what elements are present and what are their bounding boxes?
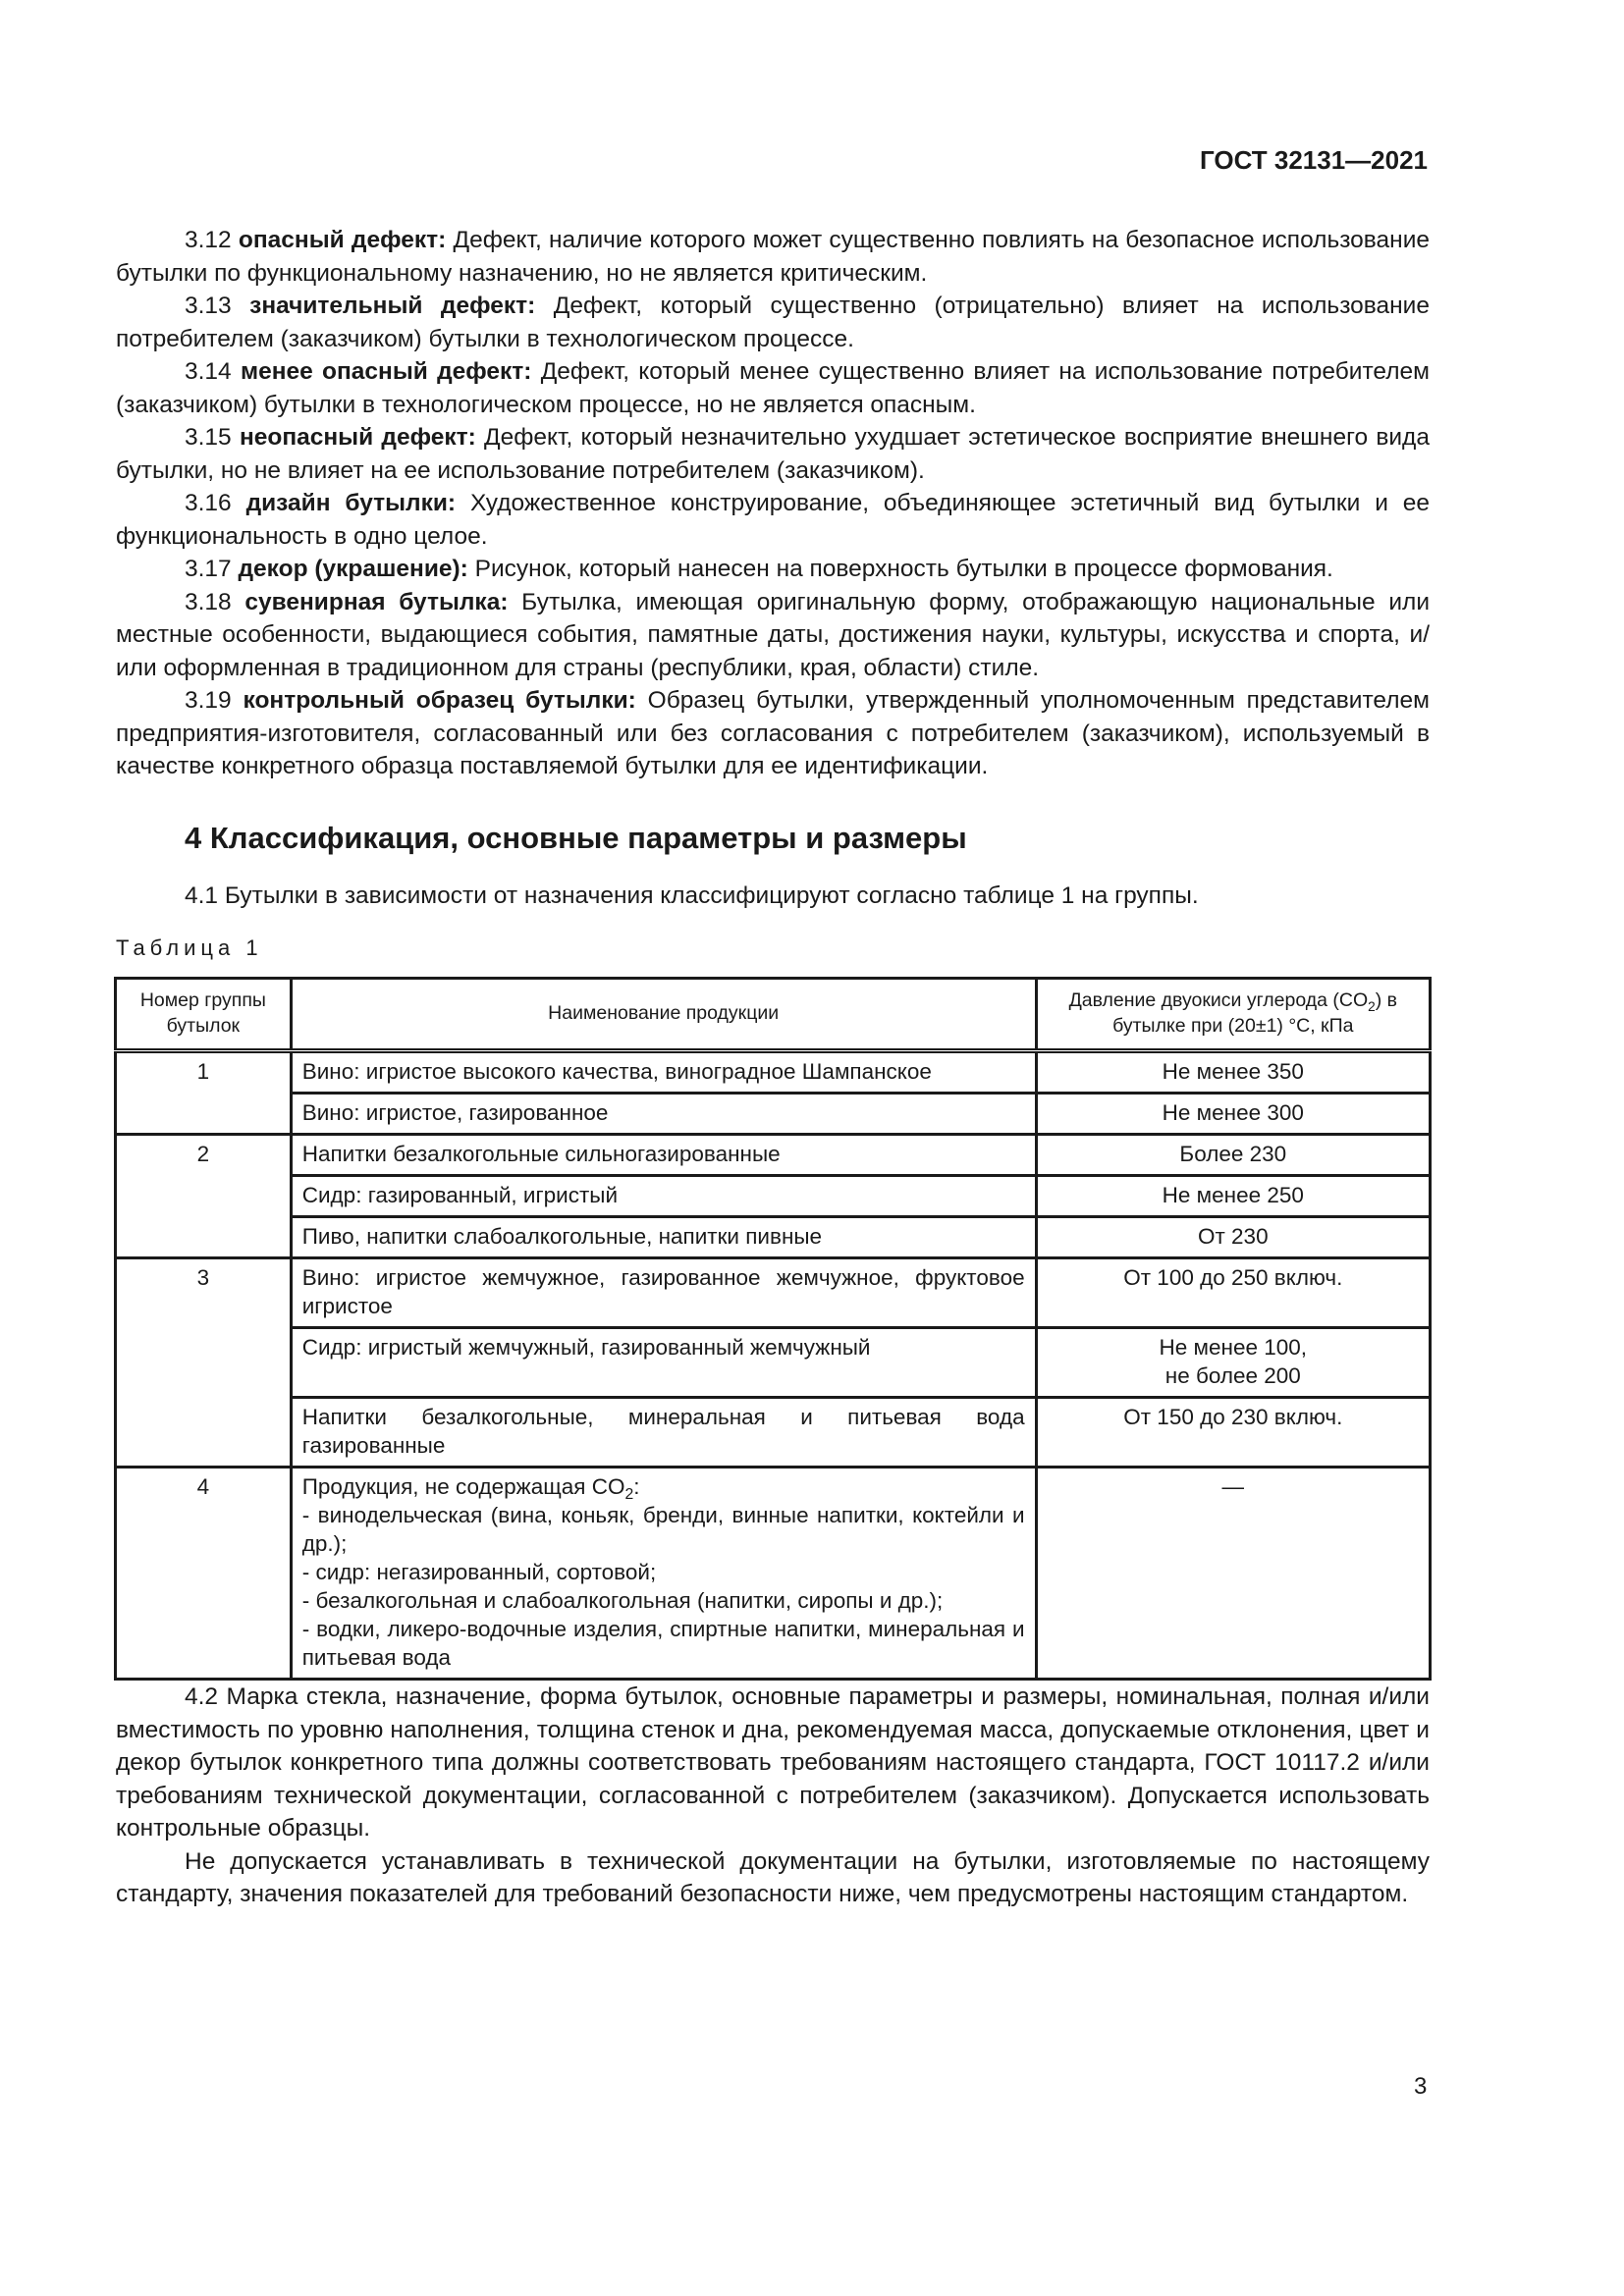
table-row — [116, 1398, 1431, 1468]
product-name-cell: Вино: игристое жемчужное, газированное жемчужное, фруктовое игристое — [291, 1258, 1036, 1328]
product-list-item: - сидр: негазированный, сортовой; — [301, 1560, 657, 1584]
table-row — [116, 1468, 1431, 1680]
page-content — [116, 224, 1430, 1911]
pressure-cell: Не менее 100, не более 200 — [1036, 1328, 1430, 1398]
header-group: Номер группы бутылок — [116, 979, 292, 1051]
product-list-item: - винодельческая (вина, коньяк, бренди, винные напитки, коктейли и др.); — [301, 1503, 1025, 1556]
pressure-cell: От 100 до 250 включ. — [1036, 1258, 1430, 1328]
product-name-cell: Вино: игристое, газированное — [291, 1094, 1036, 1135]
table-header-row — [116, 979, 1431, 1051]
group-cell: 1 — [116, 1051, 292, 1135]
definition-3-14: 3.14 менее опасный дефект: Дефект, который менее существенно влияет на использование потребителем (заказчиком) бутылки в технологическом процессе, но не является опасным. — [116, 358, 1430, 418]
group-cell: 3 — [116, 1258, 292, 1468]
table-row — [116, 1051, 1431, 1094]
pressure-cell: Более 230 — [1036, 1135, 1430, 1176]
product-name-cell: Вино: игристое высокого качества, виноградное Шампанское — [291, 1051, 1036, 1094]
table-caption: Таблица 1 — [116, 935, 263, 960]
pressure-cell: Не менее 350 — [1036, 1051, 1430, 1094]
group-cell: 2 — [116, 1135, 292, 1258]
document-header: ГОСТ 32131—2021 — [1200, 145, 1428, 175]
paragraph-4-2-note: Не допускается устанавливать в технической документации на бутылки, изготовляемые по настоящему стандарту, значения показателей для требований безопасности ниже, чем предусмотрены настоящим стандартом. — [116, 1847, 1430, 1907]
pressure-cell: От 230 — [1036, 1217, 1430, 1258]
definition-3-13: 3.13 значительный дефект: Дефект, который существенно (отрицательно) влияет на использование потребителем (заказчиком) бутылки в технологическом процессе. — [116, 293, 1430, 352]
classification-table — [114, 977, 1432, 1681]
definition-3-19: 3.19 контрольный образец бутылки: Образец бутылки, утвержденный уполномоченным представителем предприятия-изготовителя, согласованный или без согласования с потребителем (заказчиком), используемый в качестве конкретного образца поставляемой бутылки для ее идентификации. — [116, 687, 1431, 779]
table-row — [116, 1217, 1431, 1258]
product-name-cell: Пиво, напитки слабоалкогольные, напитки пивные — [291, 1217, 1036, 1258]
paragraph-4-1: 4.1 Бутылки в зависимости от назначения классифицируют согласно таблице 1 на группы. — [185, 881, 1199, 909]
pressure-cell: — — [1036, 1468, 1430, 1680]
table-row — [116, 1094, 1431, 1135]
header-pressure: Давление двуокиси углерода $(CO_2)$ в бутылке при (20±1) °С, кПа — [1036, 979, 1430, 1051]
table-row — [116, 1258, 1431, 1328]
definition-3-12: 3.12 опасный дефект: Дефект, наличие которого может существенно повлиять на безопасное использование бутылки по функциональному назначению, но не является критическим. — [116, 227, 1431, 287]
product-name-cell: Напитки безалкогольные сильногазированные — [291, 1135, 1036, 1176]
table-row — [116, 1328, 1431, 1398]
section-title: 4 Классификация, основные параметры и размеры — [185, 820, 967, 855]
table-row — [116, 1135, 1431, 1176]
definitions-list — [116, 224, 1430, 783]
table-row — [116, 1176, 1431, 1217]
definition-3-18: 3.18 сувенирная бутылка: Бутылка, имеющая оригинальную форму, отображающую национальные или местные особенности, выдающиеся события, памятные даты, достижения науки, культуры, искусства и спорта, и/или оформленная в традиционном для страны (республики, края, области) стиле. — [116, 588, 1431, 681]
header-product-name: Наименование продукции — [291, 979, 1036, 1051]
product-name-cell: Сидр: газированный, игристый — [291, 1176, 1036, 1217]
pressure-cell: Не менее 250 — [1036, 1176, 1430, 1217]
group-cell: 4 — [116, 1468, 292, 1680]
definition-3-15: 3.15 неопасный дефект: Дефект, который незначительно ухудшает эстетическое восприятие внешнего вида бутылки, но не влияет на ее использование потребителем (заказчиком). — [116, 424, 1430, 484]
pressure-cell: Не менее 300 — [1036, 1094, 1430, 1135]
definition-3-17: 3.17 декор (украшение): Рисунок, который нанесен на поверхность бутылки в процессе формования. — [185, 556, 1333, 582]
product-name-cell: Сидр: игристый жемчужный, газированный жемчужный — [291, 1328, 1036, 1398]
pressure-cell: От 150 до 230 включ. — [1036, 1398, 1430, 1468]
product-list-item: - безалкогольная и слабоалкогольная (напитки, сиропы и др.); — [301, 1588, 944, 1613]
product-name-cell: Продукция, не содержащая $CO_2$: - винодельческая (вина, коньяк, бренди, винные напитки, коктейли и др.); - сидр: негазированный, сортовой; - безалкогольная и слабоалкогольная (напитки, сиропы и др.); - водки, ликеро-водочные изделия, спиртные напитки, минеральная и питьевая вода — [291, 1468, 1036, 1680]
page-number: 3 — [1414, 2073, 1428, 2100]
paragraph-4-2: 4.2 Марка стекла, назначение, форма бутылок, основные параметры и размеры, номинальная, полная и/или вместимость по уровню наполнения, толщина стенок и дна, рекомендуемая масса, допускаемые отклонения, цвет и декор бутылок конкретного типа должны соответствовать требованиям настоящего стандарта, ГОСТ 10117.2 и/или требованиям технической документации, согласованной с потребителем (заказчиком). Допускается использовать контрольные образцы. — [116, 1683, 1430, 1842]
definition-3-16: 3.16 дизайн бутылки: Художественное конструирование, объединяющее эстетичный вид бутылки и ее функциональность в одно целое. — [116, 490, 1431, 550]
product-list-item: - водки, ликеро-водочные изделия, спиртные напитки, минеральная и питьевая вода — [301, 1617, 1025, 1670]
product-name-cell: Напитки безалкогольные, минеральная и питьевая вода газированные — [291, 1398, 1036, 1468]
